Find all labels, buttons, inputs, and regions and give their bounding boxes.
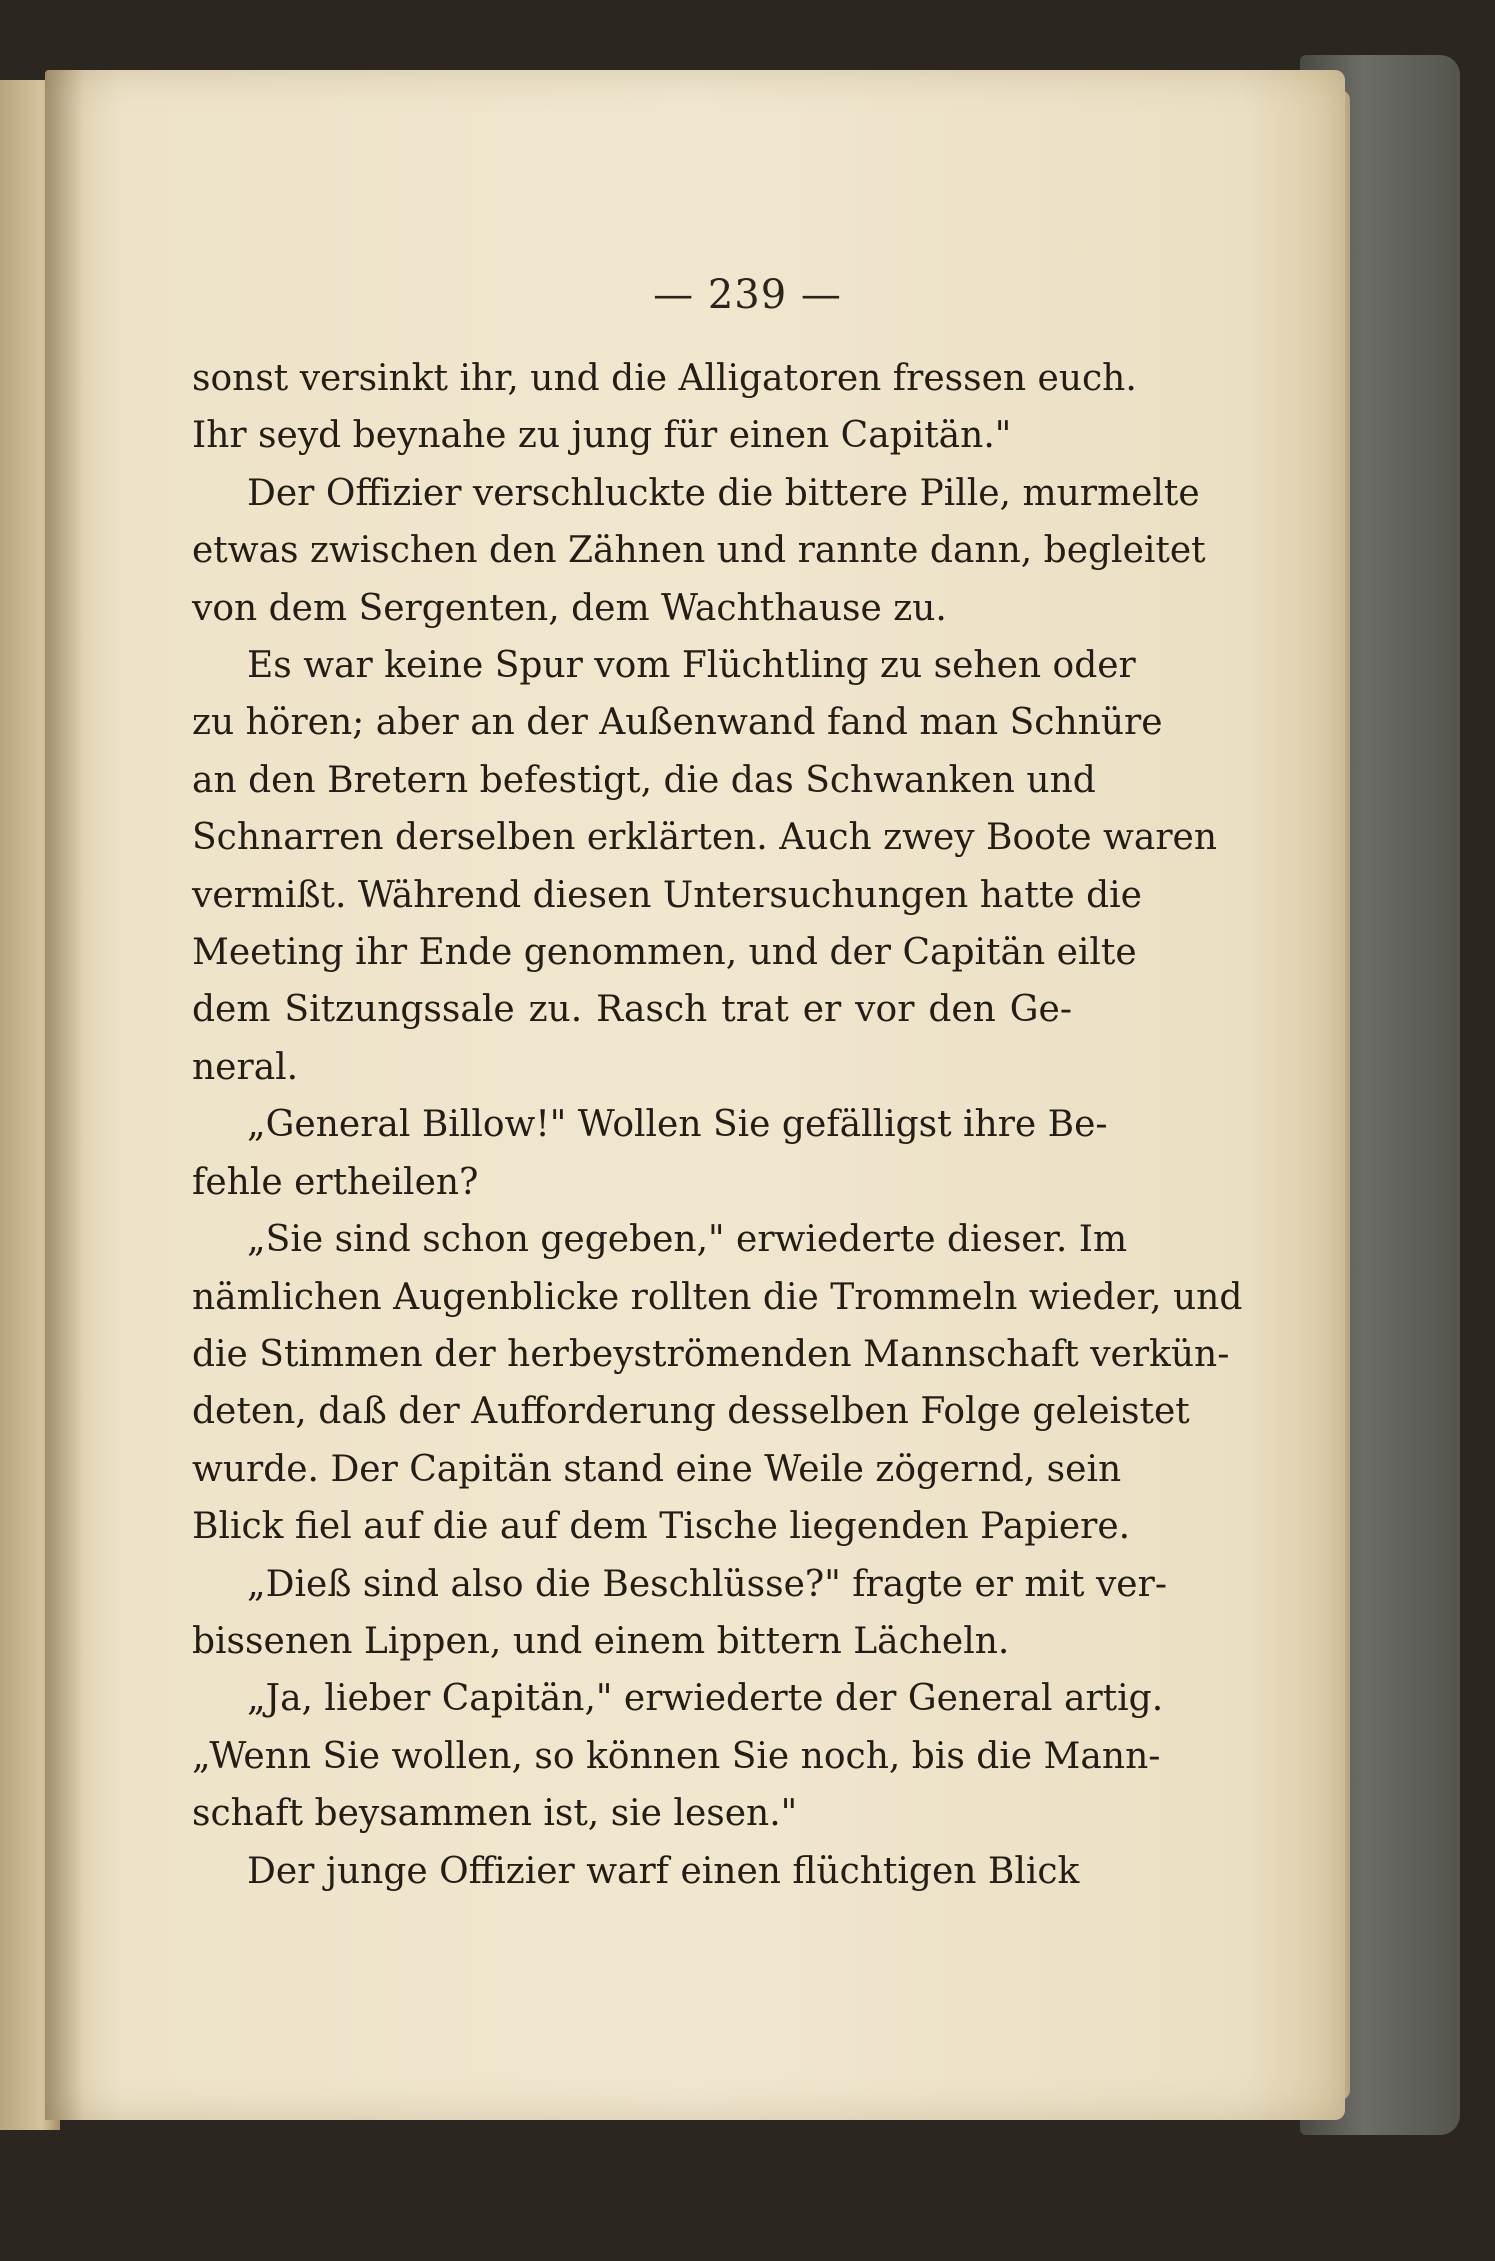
text-line: sonst versinkt ihr, und die Alligatoren fressen euch.: [192, 358, 1137, 399]
text-line: „Wenn Sie wollen, so können Sie noch, bis die Mann-: [192, 1735, 1161, 1777]
text-line: etwas zwischen den Zähnen und rannte dann, begleitet: [192, 530, 1206, 572]
text-line: Meeting ihr Ende genommen, und der Capitän eilte: [192, 932, 1137, 974]
text-line: Schnarren derselben erklärten. Auch zwey Boote waren: [192, 817, 1218, 859]
text-line: „Dieß sind also die Beschlüsse?" fragte er mit ver-: [247, 1563, 1167, 1605]
text-line: Der Offizier verschluckte die bittere Pille, murmelte: [247, 472, 1200, 514]
text-line: von dem Sergenten, dem Wachthause zu.: [192, 587, 947, 629]
text-line: „Ja, lieber Capitän," erwiederte der General artig.: [247, 1678, 1164, 1720]
text-line: „Sie sind schon gegeben," erwiederte dieser. Im: [247, 1219, 1128, 1261]
text-line: Ihr seyd beynahe zu jung für einen Capitän.": [192, 415, 1012, 457]
text-line: deten, daß der Aufforderung desselben Folge geleistet: [192, 1391, 1190, 1433]
page-number: — 239 —: [653, 272, 842, 318]
text-line: nämlichen Augenblicke rollten die Trommeln wieder, und: [192, 1276, 1243, 1318]
text-line: vermißt. Während diesen Untersuchungen hatte die: [192, 874, 1142, 916]
text-line: die Stimmen der herbeyströmenden Mannschaft verkün-: [192, 1333, 1230, 1375]
text-line: „General Billow!" Wollen Sie gefälligst ihre Be-: [247, 1104, 1108, 1146]
gutter-shadow: [45, 70, 85, 2120]
text-line: Der junge Offizier warf einen flüchtigen Blick: [247, 1850, 1080, 1892]
text-line: Es war keine Spur vom Flüchtling zu sehen oder: [247, 645, 1136, 687]
text-line: neral.: [192, 1046, 299, 1088]
text-line: fehle ertheilen?: [192, 1161, 479, 1203]
text-line: dem Sitzungssale zu. Rasch trat er vor den Ge-: [192, 989, 1072, 1031]
text-line: Blick fiel auf die auf dem Tische liegenden Papiere.: [192, 1506, 1131, 1548]
body-text: [192, 350, 1243, 1900]
text-line: bissenen Lippen, und einem bittern Lächeln.: [192, 1620, 1010, 1662]
text-line: an den Bretern befestigt, die das Schwanken und: [192, 759, 1096, 801]
text-line: schaft beysammen ist, sie lesen.": [192, 1793, 798, 1835]
text-line: zu hören; aber an der Außenwand fand man Schnüre: [192, 702, 1163, 744]
text-line: wurde. Der Capitän stand eine Weile zögernd, sein: [192, 1448, 1122, 1490]
